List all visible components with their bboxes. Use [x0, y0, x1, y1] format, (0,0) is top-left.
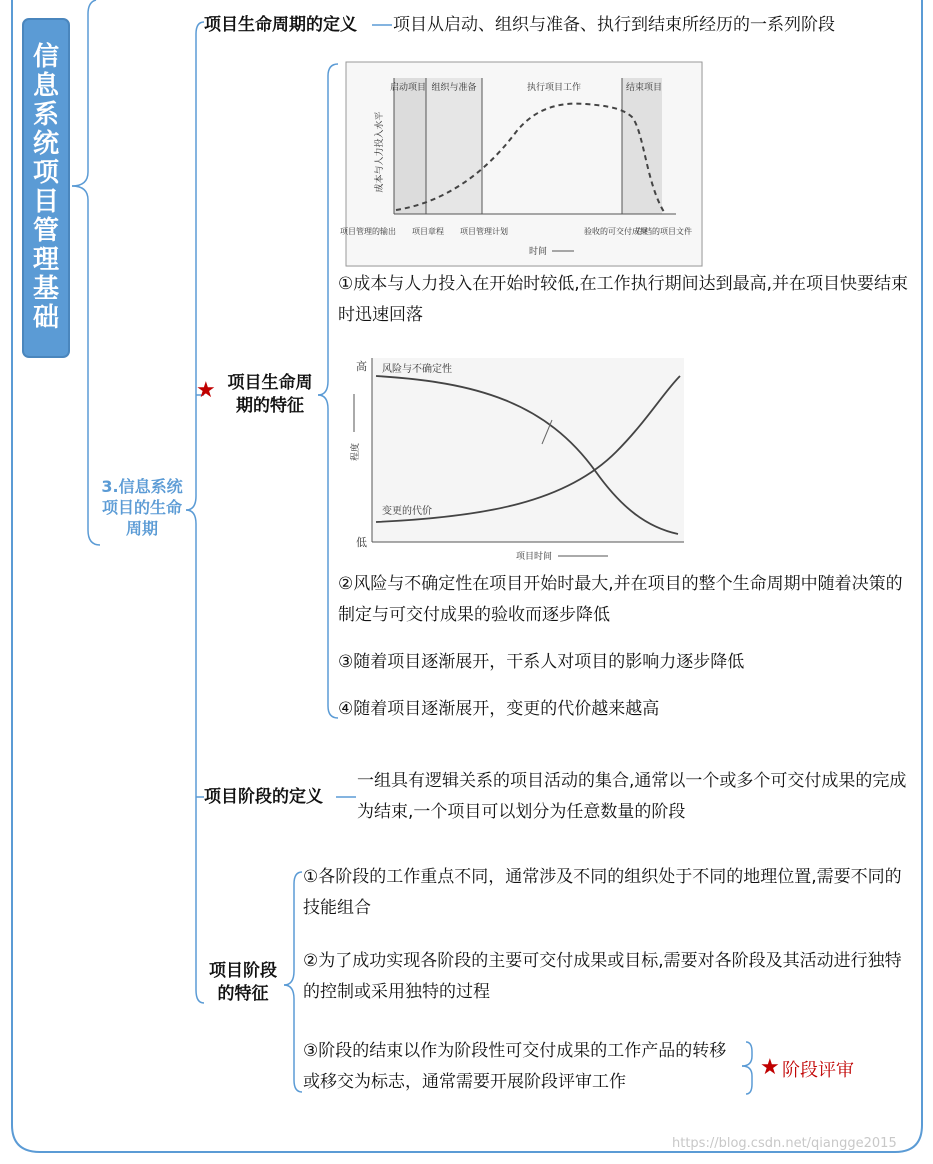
risk-cost-chart — [346, 352, 702, 562]
phase-label-1: 启动项目 — [389, 83, 427, 93]
lifecycle-feature-3: ③随着项目逐渐展开，干系人对项目的影响力逐步降低 — [338, 652, 745, 672]
output-label-1: 项目管理的输出 — [340, 227, 396, 236]
root-title: 信息系统项目管理基础 — [32, 42, 59, 333]
chart2-xlabel: 项目时间 — [515, 552, 553, 562]
lifecycle-features-label[interactable]: 项目生命周期的特征 — [227, 373, 313, 416]
output-label-5: 存档的项目文件 — [636, 227, 692, 236]
star-icon: ★ — [196, 378, 216, 403]
cost-staffing-chart — [340, 62, 703, 267]
phase-label-4: 结束项目 — [625, 83, 663, 93]
lifecycle-def-text: 项目从启动、组织与准备、执行到结束所经历的一系列阶段 — [393, 15, 835, 35]
section-title[interactable]: 3.信息系统项目的生命周期 — [101, 477, 183, 538]
output-label-4: 验收的可交付成果 — [584, 227, 648, 236]
lifecycle-def-label[interactable]: 项目生命周期的定义 — [204, 15, 357, 35]
chart2-high-label: 高 — [356, 360, 367, 373]
phase-label-3: 执行项目工作 — [526, 83, 582, 93]
phase-feature-2: ②为了成功实现各阶段的主要可交付成果或目标,需要对各阶段及其活动进行独特的控制或采用独特的过程 — [303, 951, 902, 1002]
series-risk-label: 风险与不确定性 — [382, 364, 452, 375]
chart1-xlabel: 时间 — [528, 247, 548, 257]
chart2-ylabel: 程度 — [351, 442, 361, 462]
series-change-cost-label: 变更的代价 — [382, 506, 432, 517]
chart1-ylabel: 成本与人力投入水平 — [375, 111, 385, 193]
lifecycle-feature-2: ②风险与不确定性在项目开始时最大,并在项目的整个生命周期中随着决策的制定与可交付成果的验收而逐步降低 — [338, 574, 903, 625]
phase-feature-1: ①各阶段的工作重点不同，通常涉及不同的组织处于不同的地理位置,需要不同的技能组合 — [303, 867, 902, 918]
phase-def-text: 一组具有逻辑关系的项目活动的集合,通常以一个或多个可交付成果的完成为结束,一个项目可以划分为任意数量的阶段 — [357, 771, 907, 822]
lifecycle-feature-1: ①成本与人力投入在开始时较低,在工作执行期间达到最高,并在项目快要结束时迅速回落 — [338, 274, 909, 325]
root-node[interactable] — [22, 18, 70, 358]
chart2-low-label: 低 — [356, 536, 367, 549]
phase-review-label[interactable]: 阶段评审 — [782, 1060, 854, 1081]
phase-features-label[interactable]: 项目阶段的特征 — [209, 961, 277, 1004]
output-label-3: 项目管理计划 — [460, 227, 508, 236]
phase-feature-3: ③阶段的结束以作为阶段性可交付成果的工作产品的转移或移交为标志，通常需要开展阶段评审工作 — [303, 1041, 727, 1092]
review-star-icon: ★ — [760, 1055, 780, 1080]
lifecycle-feature-4: ④随着项目逐渐展开，变更的代价越来越高 — [338, 699, 660, 719]
phase-def-label[interactable]: 项目阶段的定义 — [204, 787, 323, 807]
output-label-2: 项目章程 — [412, 227, 444, 236]
phase-label-2: 组织与准备 — [431, 83, 477, 93]
watermark: https://blog.csdn.net/qiangge2015 — [672, 1136, 897, 1151]
